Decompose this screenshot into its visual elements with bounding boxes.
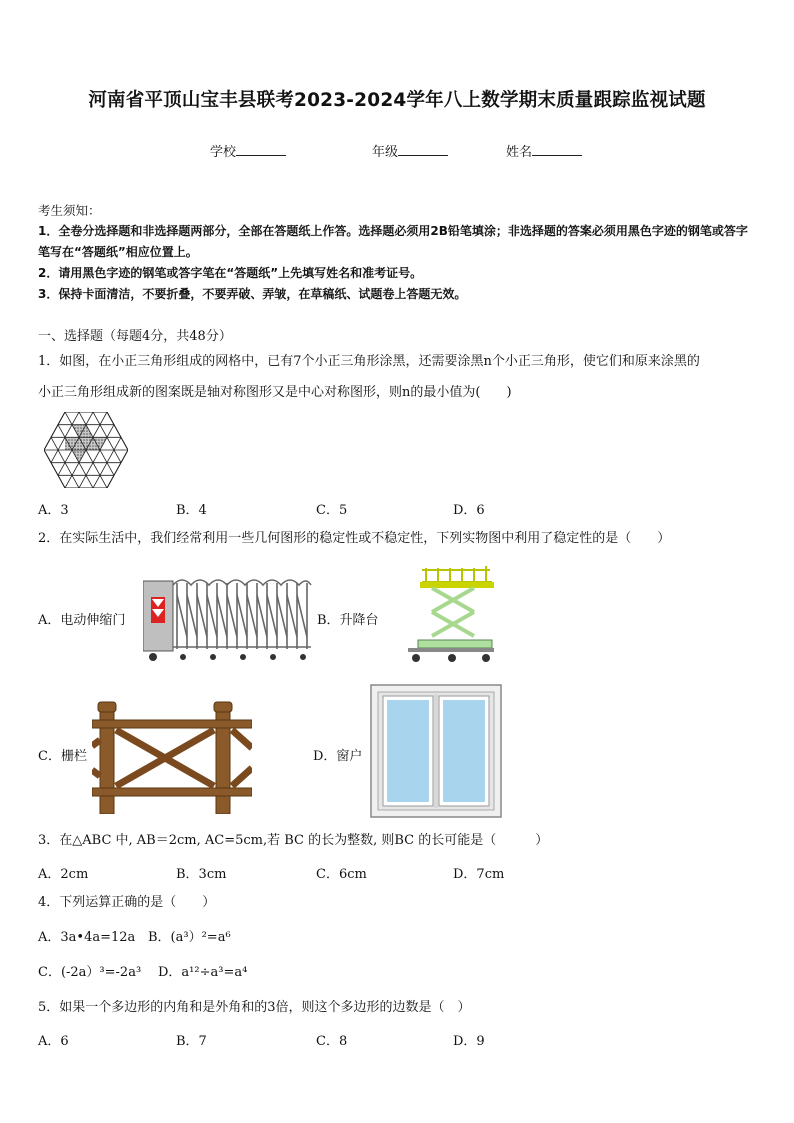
school-field[interactable]: [210, 141, 286, 160]
q1-line1: 1．如图，在小正三角形组成的网格中，已有7个小正三角形涂黑，还需要涂黑n个小正三角形，使它们和原来涂黑的: [38, 354, 700, 369]
q3-option-a[interactable]: A．2cm: [38, 867, 89, 882]
q2-option-d[interactable]: D．窗户: [313, 749, 363, 764]
q4-option-b[interactable]: B．(a³）²=a⁶: [148, 930, 231, 945]
school-blank[interactable]: [236, 143, 286, 156]
q2-stem: 2．在实际生活中，我们经常利用一些几何图形的稳定性或不稳定性，下列实物图中利用了稳定性的是（ ）: [38, 531, 671, 546]
notice-heading: 考生须知：: [38, 203, 101, 218]
retractable-gate-image: [143, 575, 313, 663]
q1-option-d[interactable]: D．6: [453, 503, 485, 518]
q3-option-c[interactable]: C．6cm: [316, 867, 367, 882]
q5-option-a[interactable]: A．6: [38, 1034, 69, 1049]
q4-option-d[interactable]: D．a¹²÷a³=a⁴: [158, 965, 248, 980]
q1-option-c[interactable]: C．5: [316, 503, 348, 518]
page-title: 河南省平顶山宝丰县联考2023-2024学年八上数学期末质量跟踪监视试题: [88, 90, 706, 111]
q5-stem: 5．如果一个多边形的内角和是外角和的3倍，则这个多边形的边数是（ ）: [38, 1000, 471, 1015]
q5-option-d[interactable]: D．9: [453, 1034, 485, 1049]
scissor-lift-image: [408, 562, 498, 666]
wooden-fence-image: [92, 698, 252, 814]
q2-option-b[interactable]: B．升降台: [317, 613, 379, 628]
q3-option-d[interactable]: D．7cm: [453, 867, 505, 882]
q1-option-b[interactable]: B．4: [176, 503, 207, 518]
name-blank[interactable]: [532, 143, 582, 156]
q2-option-c[interactable]: C．栅栏: [38, 749, 87, 764]
grade-blank[interactable]: [398, 143, 448, 156]
q3-option-b[interactable]: B．3cm: [176, 867, 227, 882]
notice-item-1: 1．全卷分选择题和非选择题两部分，全部在答题纸上作答。选择题必须用2B铅笔填涂；非选择题的答案必须用黑色字迹的钢笔或答字笔写在“答题纸”相应位置上。: [38, 224, 748, 259]
q5-option-c[interactable]: C．8: [316, 1034, 348, 1049]
q3-stem: 3．在△ABC 中, AB＝2cm, AC=5cm,若 BC 的长为整数, 则BC 的长可能是（ ）: [38, 833, 549, 848]
q4-option-a[interactable]: A．3a•4a=12a: [38, 930, 136, 945]
q1-line2: 小正三角形组成新的图案既是轴对称图形又是中心对称图形，则n的最小值为( ): [38, 385, 512, 400]
notice-item-2: 2．请用黑色字迹的钢笔或答字笔在“答题纸”上先填写姓名和准考证号。: [38, 266, 423, 280]
name-label: 姓名: [506, 145, 533, 160]
q5-option-b[interactable]: B．7: [176, 1034, 207, 1049]
q1-option-a[interactable]: A．3: [38, 503, 69, 518]
notice-block: [38, 200, 758, 305]
q2-option-a[interactable]: A．电动伸缩门: [38, 613, 126, 628]
notice-item-3: 3．保持卡面清洁，不要折叠，不要弄破、弄皱，在草稿纸、试题卷上答题无效。: [38, 287, 467, 301]
window-image: [370, 684, 502, 818]
q4-option-c[interactable]: C．(-2a）³=-2a³: [38, 965, 142, 980]
q1-triangle-grid-figure: [44, 412, 128, 488]
q4-stem: 4．下列运算正确的是（ ）: [38, 895, 216, 910]
grade-field[interactable]: [372, 141, 448, 160]
school-label: 学校: [210, 145, 237, 160]
section-heading: 一、选择题（每题4分，共48分）: [38, 329, 232, 344]
name-field[interactable]: [506, 141, 582, 160]
grade-label: 年级: [372, 145, 399, 160]
